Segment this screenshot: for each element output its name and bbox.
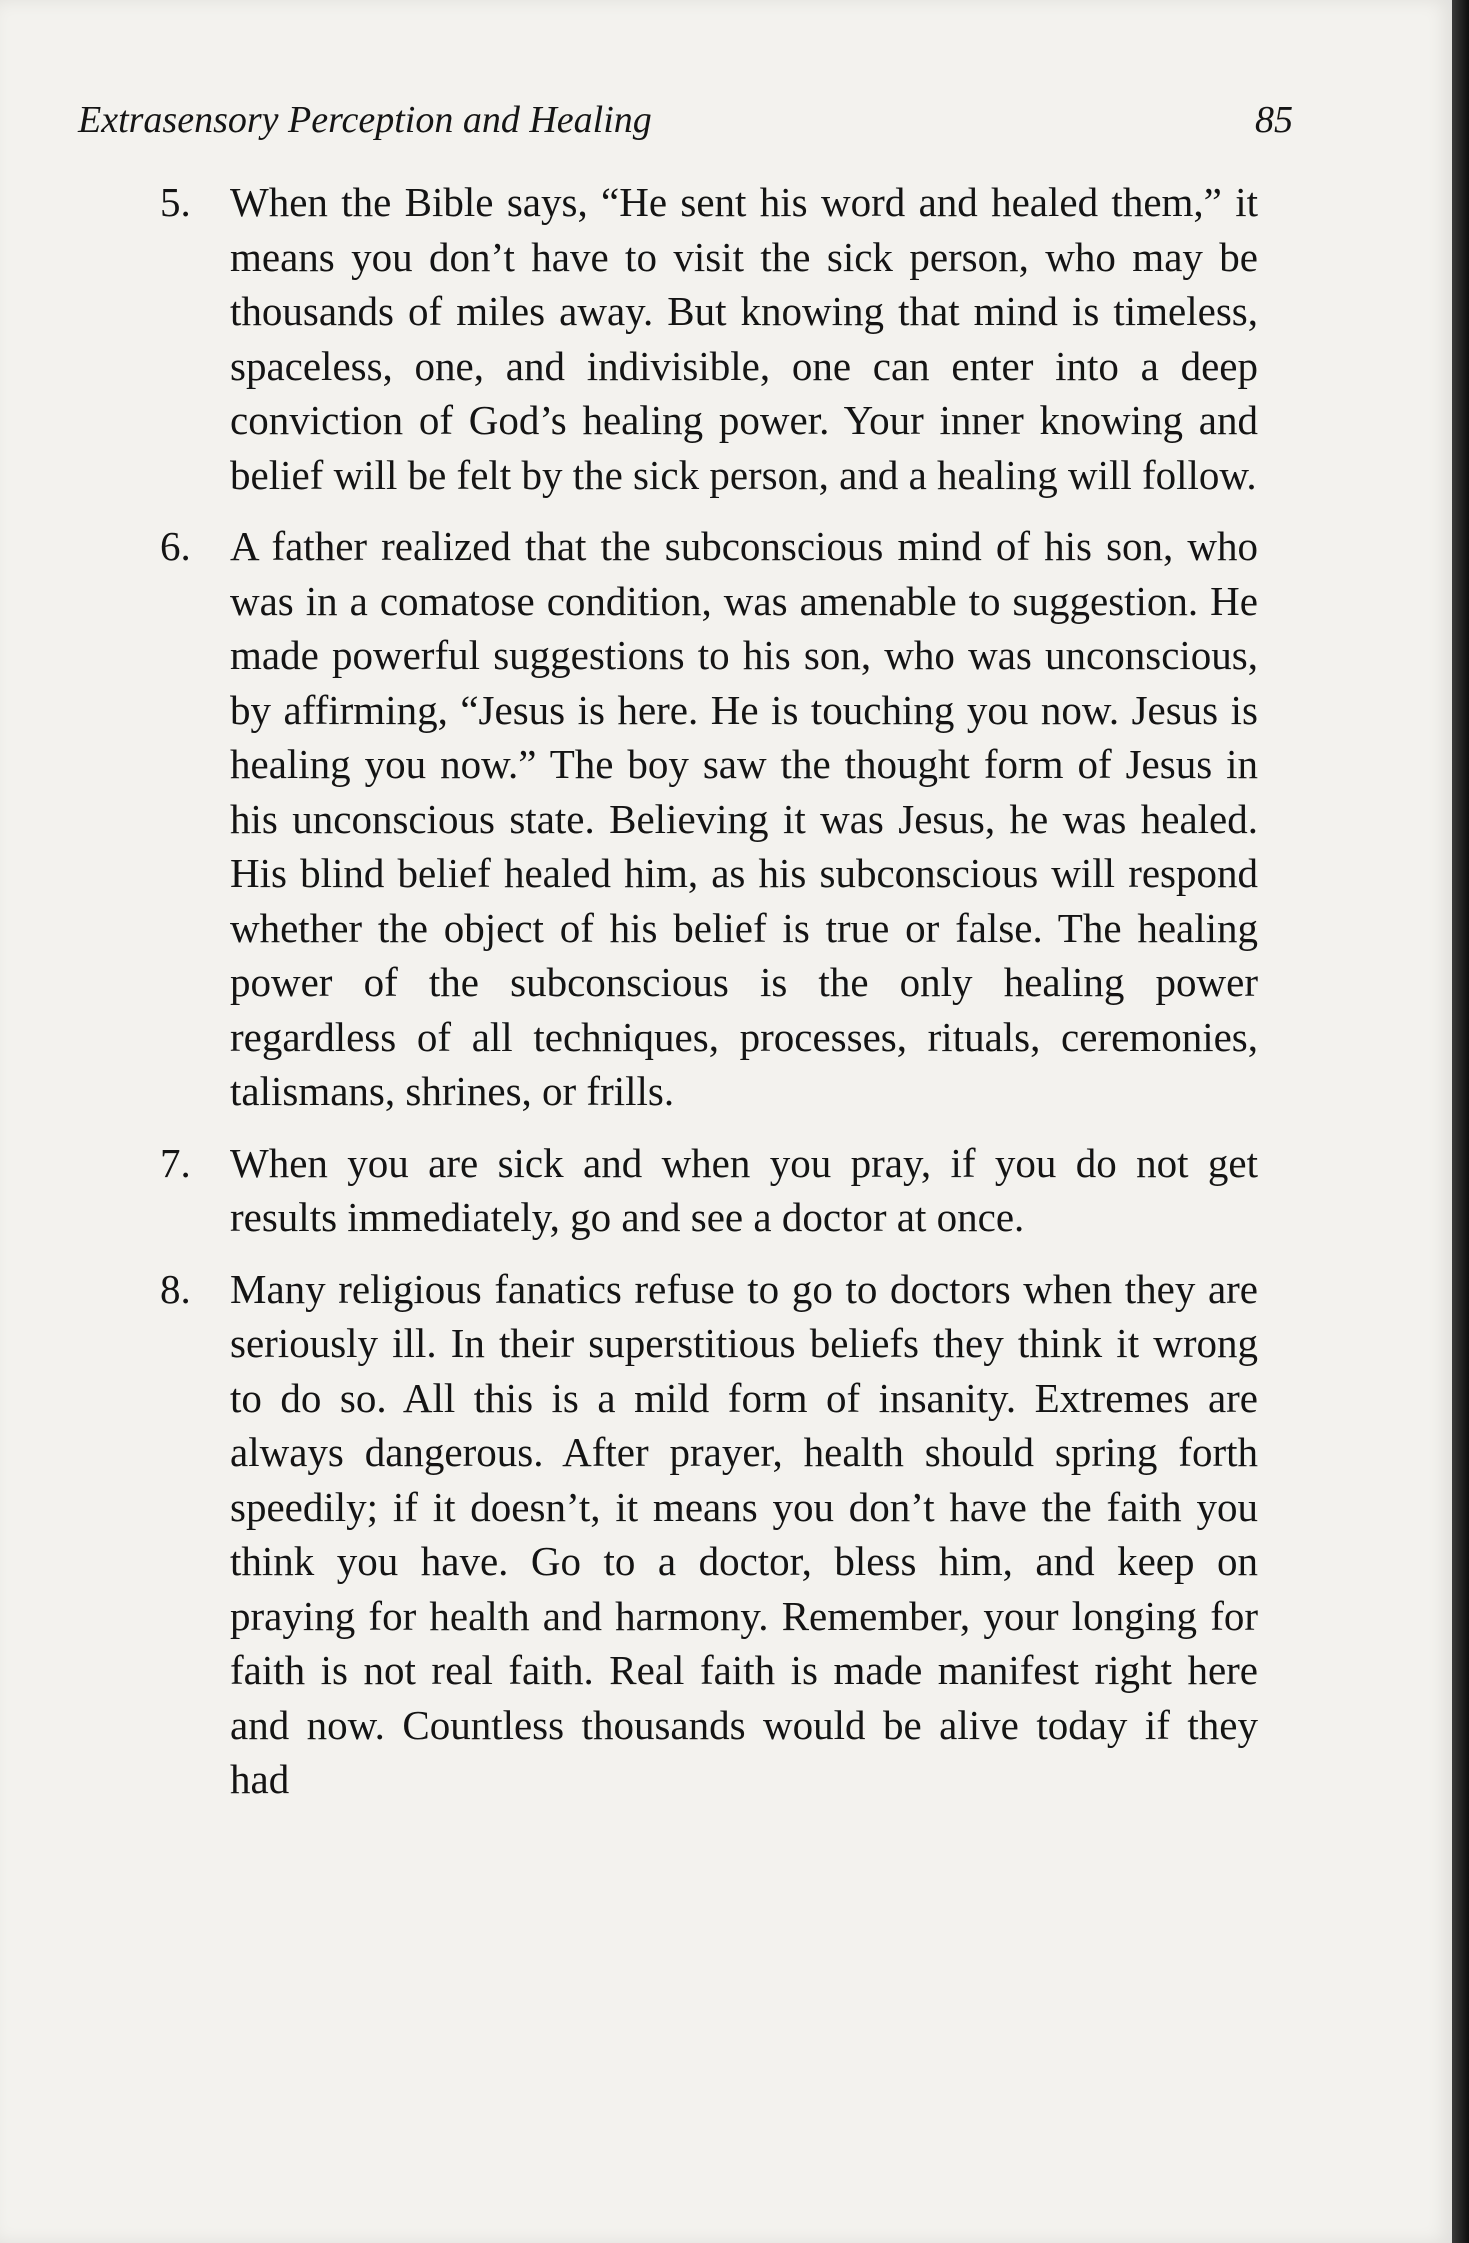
item-text: When the Bible says, “He sent his word and healed them,” it means you don’t have to visit the sick person, who may be thousands of miles away. But knowing that mind is timeless, spaceless, one, and indivisible, one can enter into a deep conviction of God’s healing power. Your inner knowing and belief will be felt by the sick person, and a healing will follow. (230, 179, 1258, 498)
item-number: 7. (160, 1139, 191, 1186)
item-text: Many religious fanatics refuse to go to doctors when they are seriously ill. In their superstitious beliefs they think it wrong to do so. All this is a mild form of insanity. Extremes are always dangerous. After prayer, health should spring forth speedily; if it doesn’t, it means you don’t have the faith you think you have. Go to a doctor, bless him, and keep on praying for health and harmony. Remember, your longing for faith is not real faith. Real faith is made manifest right here and now. Countless thousands would be alive today if they had (230, 1265, 1258, 1802)
list-item (160, 175, 1258, 502)
running-head (78, 98, 1293, 154)
item-number: 8. (160, 1265, 191, 1312)
list-item (160, 1262, 1258, 1807)
page-edge (1452, 0, 1469, 2243)
item-text: A father realized that the subconscious mind of his son, who was in a comatose condition, was amenable to suggestion. He made powerful suggestions to his son, who was unconscious, by affirming, “Jesus is here. He is touching you now. Jesus is healing you now.” The boy saw the thought form of Jesus in his unconscious state. Believing it was Jesus, he was healed. His blind belief healed him, as his subconscious will respond whether the object of his belief is true or false. The healing power of the subconscious is the only healing power regardless of all techniques, processes, rituals, ceremonies, talismans, shrines, or frills. (230, 523, 1258, 1114)
page-number: 85 (1255, 99, 1293, 141)
numbered-list (160, 175, 1258, 1824)
item-text: When you are sick and when you pray, if you do not get results immediately, go and see a doctor at once. (230, 1139, 1258, 1240)
list-item (160, 519, 1258, 1119)
list-item (160, 1136, 1258, 1245)
chapter-title: Extrasensory Perception and Healing (78, 99, 652, 141)
item-number: 5. (160, 179, 191, 225)
item-number: 6. (160, 523, 191, 569)
